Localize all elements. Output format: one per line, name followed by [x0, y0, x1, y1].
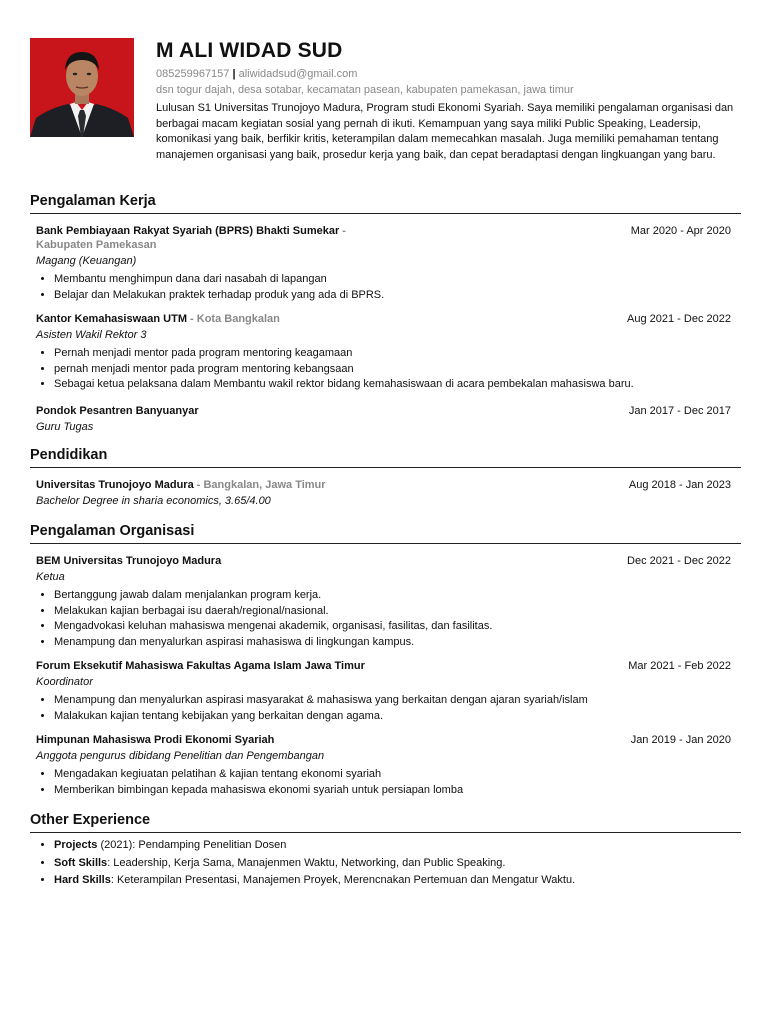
- entry-location: Kabupaten Pamekasan: [36, 239, 157, 251]
- entry-location: Bangkalan, Jawa Timur: [203, 479, 326, 491]
- item-text: (2021): Pendamping Penelitian Dosen: [97, 839, 287, 851]
- work-entry: [30, 404, 741, 435]
- item-text: : Keterampilan Presentasi, Manajemen Proyek, Merencnakan Pertemuan dan Mengatur Waktu.: [110, 874, 576, 886]
- education-entry: [30, 478, 741, 509]
- list-item: • pernah menjadi mentor pada program mentoring kebangsaan: [54, 362, 741, 378]
- organization-entry: [30, 554, 741, 650]
- organization-name: Forum Eksekutif Mahasiswa Fakultas Agama Islam Jawa Timur: [36, 660, 365, 672]
- education-section: [30, 446, 741, 509]
- item-label: Projects: [54, 839, 98, 851]
- email-address[interactable]: aliwidadsud@gmail.com: [238, 68, 358, 80]
- list-item: • Belajar dan Melakukan praktek terhadap produk yang ada di BPRS.: [54, 288, 741, 304]
- entry-date: Mar 2020 - Apr 2020: [630, 225, 731, 237]
- item-label: Soft Skills: [54, 856, 108, 869]
- entry-date: Aug 2021 - Dec 2022: [627, 313, 731, 325]
- resume-header: [30, 38, 740, 178]
- entry-bullets: [36, 767, 741, 798]
- entry-organization: [36, 312, 556, 326]
- entry-role: Ketua: [36, 571, 65, 583]
- list-item: • Pernah menjadi mentor pada program mentoring keagamaan: [54, 346, 741, 362]
- entry-role: Magang (Keuangan): [36, 255, 137, 267]
- entry-bullets: [36, 588, 741, 650]
- entry-role: Guru Tugas: [36, 420, 94, 433]
- phone-number: 085259967157: [156, 68, 230, 80]
- organization-name: BEM Universitas Trunojoyo Madura: [36, 555, 222, 567]
- list-item: • Memberikan bimbingan kepada mahasiswa ekonomi syariah untuk persiapan lomba: [54, 783, 741, 799]
- list-item: • Mengadakan kegiuatan pelatihan & kajian tentang ekonomi syariah: [54, 767, 741, 783]
- organization-name: Himpunan Mahasiswa Prodi Ekonomi Syariah: [36, 734, 275, 746]
- entry-organization: [36, 224, 556, 252]
- contact-line: [156, 67, 740, 82]
- section-title: Pengalaman Organisasi: [30, 522, 741, 544]
- organization-name: Kantor Kemahasiswaan UTM: [36, 313, 187, 325]
- list-item: • Menampung dan menyalurkan aspirasi mahasiswa di lingkungan kampus.: [54, 635, 741, 651]
- entry-bullets: [36, 272, 741, 303]
- entry-organization: [36, 478, 556, 492]
- list-item: • Sebagai ketua pelaksana dalam Membantu wakil rektor bidang kemahasiswaan di acara pembekalan mahasiswa baru.: [54, 377, 741, 393]
- section-title: Pengalaman Kerja: [30, 192, 741, 214]
- location-separator: -: [339, 225, 346, 237]
- list-item: [54, 872, 741, 890]
- work-entry: [30, 312, 741, 393]
- entry-bullets: [36, 693, 741, 724]
- entry-date: Dec 2021 - Dec 2022: [627, 555, 731, 567]
- entry-role: Anggota pengurus dibidang Penelitian dan Pengembangan: [36, 750, 325, 762]
- list-item: • Menampung dan menyalurkan aspirasi masyarakat & mahasiswa yang berkaitan dengan ajaran syariah/islam: [54, 693, 741, 709]
- entry-organization: [36, 733, 556, 747]
- entry-location: Kota Bangkalan: [196, 313, 280, 325]
- institution-name: Universitas Trunojoyo Madura: [36, 479, 194, 491]
- organization-name: Pondok Pesantren Banyuanyar: [36, 404, 199, 417]
- entry-organization: [36, 404, 556, 418]
- list-item: [54, 855, 741, 873]
- entry-bullets: [36, 346, 741, 393]
- home-address: dsn togur dajah, desa sotabar, kecamatan pasean, kabupaten pamekasan, jawa timur: [156, 84, 574, 96]
- entry-date: Mar 2021 - Feb 2022: [628, 660, 731, 672]
- profile-photo: [30, 38, 134, 137]
- entry-role: Koordinator: [36, 676, 93, 688]
- entry-organization: [36, 659, 556, 673]
- organization-entry: [30, 659, 741, 724]
- other-experience-list: [30, 837, 741, 890]
- item-label: Hard Skills: [54, 874, 111, 886]
- entry-date: Jan 2017 - Dec 2017: [628, 404, 731, 417]
- list-item: • Mengadvokasi keluhan mahasiswa mengenai akademik, organisasi, fasilitas, dan fasilitas.: [54, 619, 741, 635]
- profile-summary: Lulusan S1 Universitas Trunojoyo Madura, Program studi Ekonomi Syariah. Saya memiliki pengalaman organisasi dan berbagai macam kegiatan sosial yang pernah di ikuti. Kemampuan yang saya miliki Public Speaking, Leadersip, komonikasi yang baik, berfikir kritis, keterampilan dalam memecahkan masalah. Juga memiliki pemahaman tentang manajemen organisasi yang baik, prosedur kerja yang baik, dan cepat beradaptasi dengan lingkuangan yang baru.: [156, 102, 734, 161]
- candidate-name: M ALI WIDAD SUD: [156, 39, 343, 62]
- work-experience-section: [30, 192, 741, 435]
- entry-organization: [36, 554, 556, 568]
- item-text: : Leadership, Kerja Sama, Manajenmen Waktu, Networking, dan Public Speaking.: [107, 856, 506, 869]
- organization-name: Bank Pembiayaan Rakyat Syariah (BPRS) Bhakti Sumekar: [36, 225, 340, 237]
- organization-experience-section: [30, 522, 741, 798]
- section-title: Other Experience: [30, 811, 741, 833]
- list-item: • Membantu menghimpun dana dari nasabah di lapangan: [54, 272, 741, 288]
- list-item: • Bertanggung jawab dalam menjalankan program kerja.: [54, 588, 741, 604]
- organization-entry: [30, 733, 741, 798]
- entry-date: Jan 2019 - Jan 2020: [630, 734, 731, 746]
- location-separator: -: [186, 313, 197, 325]
- location-separator: -: [193, 479, 204, 491]
- work-entry: [30, 224, 741, 303]
- other-experience-section: [30, 811, 741, 890]
- list-item: • Malakukan kajian tentang kebijakan yang berkaitan dengan agama.: [54, 709, 741, 725]
- contact-separator: |: [232, 68, 236, 80]
- section-title: Pendidikan: [30, 446, 741, 468]
- entry-role: Asisten Wakil Rektor 3: [36, 329, 147, 341]
- list-item: [54, 837, 741, 855]
- entry-degree: Bachelor Degree in sharia economics, 3.65/4.00: [36, 495, 271, 507]
- list-item: • Melakukan kajian berbagai isu daerah/regional/nasional.: [54, 604, 741, 620]
- entry-date: Aug 2018 - Jan 2023: [628, 479, 731, 491]
